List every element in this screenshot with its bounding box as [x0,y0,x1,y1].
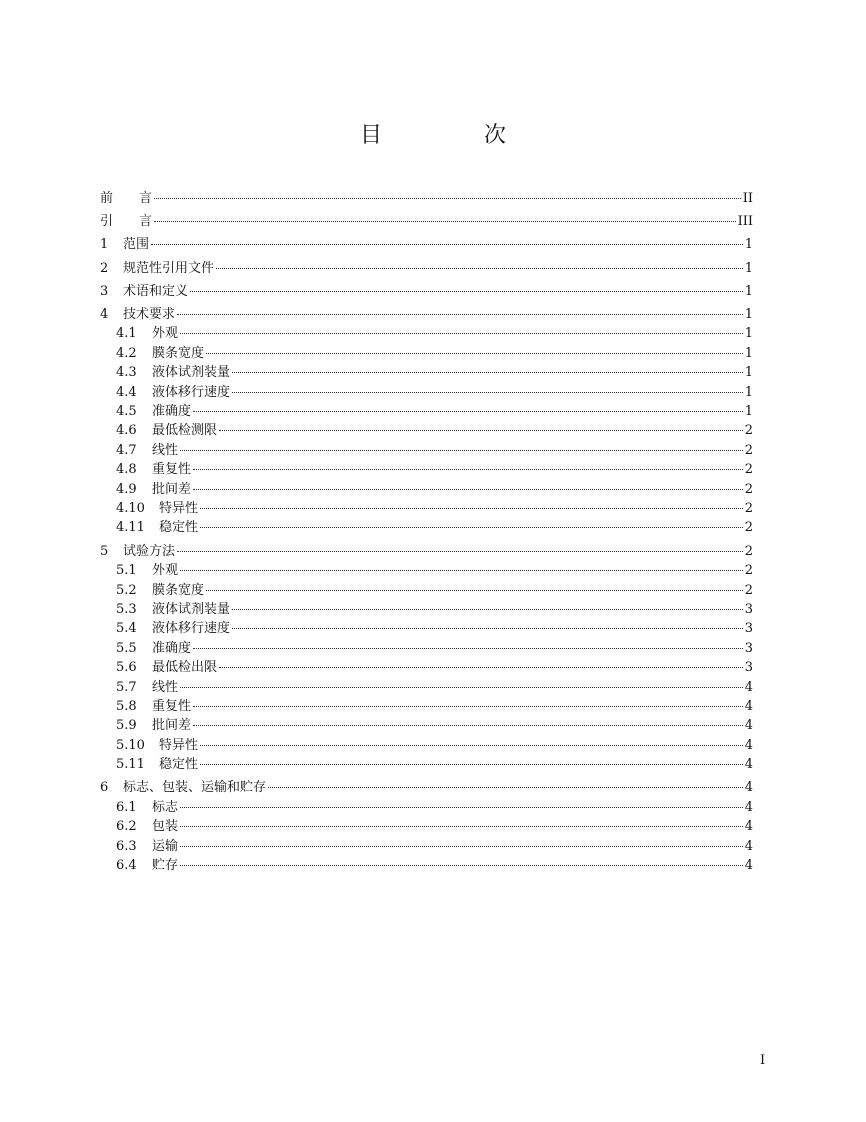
toc-entry-page: 3 [744,640,753,656]
toc-entry-page: 1 [744,345,753,361]
toc-entry[interactable] [100,421,753,440]
toc-dot-leader [232,372,743,373]
toc-entry-page: 3 [744,601,753,617]
toc-entry[interactable] [100,856,753,875]
toc-entry[interactable] [100,778,753,797]
toc-dot-leader [200,764,743,765]
toc-dot-leader [200,745,743,746]
toc-entry-label: 膜条宽度 [152,582,205,598]
toc-dot-leader [200,508,743,509]
toc-dot-leader [180,865,743,866]
toc-entry[interactable] [100,324,753,343]
toc-title: 目 次 [359,123,546,148]
toc-entry[interactable] [100,561,753,580]
toc-dot-leader [177,314,743,315]
toc-entry-label: 准确度 [152,404,192,420]
toc-entry-number: 4 [100,307,109,323]
toc-dot-leader [154,198,741,199]
toc-entry-label: 批间差 [152,481,192,497]
toc-entry-label: 最低检出限 [152,660,218,676]
toc-entry[interactable] [100,736,753,755]
toc-entry-number: 6.3 [116,838,137,854]
toc-dot-leader [193,411,743,412]
toc-entry[interactable] [100,716,753,735]
toc-entry[interactable] [100,441,753,460]
toc-entry[interactable] [100,344,753,363]
toc-dot-leader [180,570,743,571]
toc-entry-label: 线性 [152,442,179,458]
toc-entry-label: 重复性 [152,698,192,714]
toc-entry-page: 1 [744,307,753,323]
toc-entry-label: 重复性 [152,462,192,478]
toc-entry-label: 标志 [152,799,179,815]
toc-entry-page: 4 [744,718,753,734]
toc-entry-label: 稳定性 [159,520,199,536]
toc-entry-page: 4 [744,799,753,815]
toc-entry-number: 5.8 [116,698,137,714]
toc-entry-number: 4.3 [116,365,137,381]
toc-entry-number: 5.11 [116,757,145,773]
toc-entry-label: 稳定性 [159,757,199,773]
toc-entry-number: 4.10 [116,501,145,517]
toc-entry-page: 2 [744,423,753,439]
toc-dot-leader [151,244,743,245]
toc-dot-leader [193,489,743,490]
toc-entry-page: 2 [744,543,753,559]
toc-entry-page: 4 [744,819,753,835]
toc-entry-page: 2 [744,462,753,478]
toc-entry-number: 5.10 [116,737,145,753]
toc-entry[interactable] [100,259,753,278]
toc-entry-number: 4.1 [116,326,137,342]
toc-entry-page: 2 [744,520,753,536]
toc-entry-number: 6.1 [116,799,137,815]
toc-dot-leader [180,450,743,451]
toc-entry-number: 4.9 [116,481,137,497]
toc-entry-label: 批间差 [152,718,192,734]
toc-dot-leader [180,333,743,334]
toc-entry-page: 2 [744,501,753,517]
toc-entry-label: 液体试剂装量 [152,365,231,381]
toc-entry[interactable] [100,305,753,324]
toc-dot-leader [177,551,743,552]
toc-entry-number: 5.1 [116,563,137,579]
toc-entry-page: 1 [744,260,753,276]
toc-entry-label: 技术要求 [123,307,176,323]
toc-entry-number: 4.6 [116,423,137,439]
toc-dot-leader [206,353,743,354]
toc-dot-leader [232,392,743,393]
toc-entry-page: 1 [744,384,753,400]
toc-dot-leader [180,826,743,827]
toc-entry-label: 外观 [152,326,179,342]
toc-entry-number: 4.4 [116,384,137,400]
toc-dot-leader [232,628,743,629]
toc-entry-label: 最低检测限 [152,423,218,439]
toc-entry-page: 1 [744,237,753,253]
toc-entry[interactable] [100,402,753,421]
toc-entry-label: 范围 [123,237,150,253]
toc-entry-label: 特异性 [159,737,199,753]
toc-entry-number: 5 [100,543,109,559]
toc-entry-number: 1 [100,237,109,253]
toc-dot-leader [200,527,743,528]
toc-entry-number: 5.4 [116,621,137,637]
toc-entry[interactable] [100,817,753,836]
toc-entry[interactable] [100,499,753,518]
toc-entry-page: 1 [744,283,753,299]
toc-dot-leader [219,667,743,668]
toc-entry-number: 6.4 [116,857,137,873]
toc-entry-label: 膜条宽度 [152,345,205,361]
toc-dot-leader [216,268,743,269]
toc-entry-label: 准确度 [152,640,192,656]
toc-entry-page: 2 [744,442,753,458]
toc-entry-number: 4.2 [116,345,137,361]
toc-dot-leader [193,725,743,726]
table-of-contents [100,189,753,875]
toc-entry-label: 规范性引用文件 [123,260,215,276]
toc-entry[interactable] [100,600,753,619]
toc-dot-leader [154,221,736,222]
toc-entry-number: 4.11 [116,520,145,536]
toc-dot-leader [232,609,743,610]
toc-entry-page: 3 [744,621,753,637]
toc-entry-number: 6 [100,780,109,796]
toc-entry[interactable] [100,518,753,537]
toc-entry-label: 线性 [152,679,179,695]
toc-entry[interactable] [100,837,753,856]
toc-entry-page: 1 [744,404,753,420]
toc-dot-leader [180,687,743,688]
toc-entry[interactable] [100,383,753,402]
toc-entry[interactable] [100,480,753,499]
toc-entry-number: 5.6 [116,660,137,676]
toc-entry-number: 5.7 [116,679,137,695]
toc-entry-label: 试验方法 [123,543,176,559]
toc-entry-page: 1 [744,365,753,381]
toc-entry-number: 5.3 [116,601,137,617]
toc-dot-leader [268,787,743,788]
toc-entry[interactable] [100,798,753,817]
toc-entry-number: 4.7 [116,442,137,458]
toc-entry-label: 液体移行速度 [152,384,231,400]
toc-entry-label: 贮存 [152,857,179,873]
toc-entry-number: 3 [100,283,109,299]
toc-entry[interactable] [100,639,753,658]
toc-entry-label: 运输 [152,838,179,854]
toc-entry[interactable] [100,235,753,254]
toc-entry[interactable] [100,282,753,301]
toc-entry-label: 引 言 [100,214,153,230]
toc-entry[interactable] [100,755,753,774]
toc-entry[interactable] [100,697,753,716]
toc-dot-leader [219,430,743,431]
toc-entry-number: 5.2 [116,582,137,598]
toc-dot-leader [190,291,743,292]
toc-entry-number: 2 [100,260,109,276]
toc-entry[interactable] [100,619,753,638]
toc-entry-label: 前 言 [100,191,153,206]
toc-entry-number: 4.8 [116,462,137,478]
toc-entry-page: 2 [744,563,753,579]
toc-entry-page: 4 [744,857,753,873]
toc-entry-number: 4.5 [116,404,137,420]
toc-entry-label: 标志、包装、运输和贮存 [123,780,267,796]
toc-entry[interactable] [100,678,753,697]
toc-entry-page: II [742,191,753,206]
toc-dot-leader [193,648,743,649]
toc-entry[interactable] [100,542,753,561]
toc-dot-leader [193,706,743,707]
toc-entry-page: 4 [744,737,753,753]
toc-entry-page: 4 [744,698,753,714]
toc-entry-page: 2 [744,481,753,497]
toc-dot-leader [180,846,743,847]
toc-entry[interactable] [100,363,753,382]
toc-entry-page: 1 [744,326,753,342]
toc-entry[interactable] [100,658,753,677]
toc-dot-leader [206,590,743,591]
toc-dot-leader [180,807,743,808]
toc-entry-page: 4 [744,757,753,773]
toc-entry-page: 4 [744,679,753,695]
toc-entry-number: 5.5 [116,640,137,656]
toc-entry-label: 液体移行速度 [152,621,231,637]
toc-entry-page: III [737,214,753,230]
toc-dot-leader [193,469,743,470]
toc-entry-label: 术语和定义 [123,283,189,299]
toc-entry-label: 液体试剂装量 [152,601,231,617]
toc-entry-label: 包装 [152,819,179,835]
toc-entry-number: 5.9 [116,718,137,734]
toc-entry[interactable] [100,581,753,600]
toc-entry-page: 3 [744,660,753,676]
page-number: I [760,1053,766,1068]
toc-entry-page: 4 [744,780,753,796]
toc-entry[interactable] [100,460,753,479]
toc-entry-label: 特异性 [159,501,199,517]
toc-entry[interactable] [100,189,753,208]
toc-entry-page: 4 [744,838,753,854]
toc-entry[interactable] [100,212,753,231]
toc-entry-label: 外观 [152,563,179,579]
toc-entry-number: 6.2 [116,819,137,835]
toc-entry-page: 2 [744,582,753,598]
